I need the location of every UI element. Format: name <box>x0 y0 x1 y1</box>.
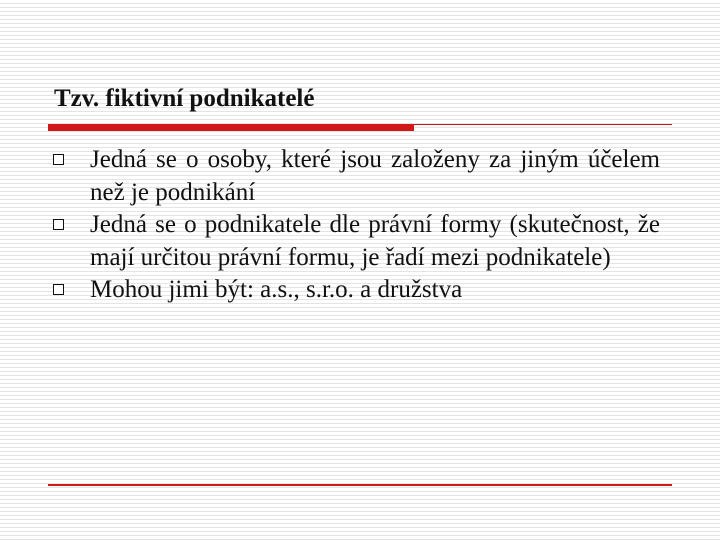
bullet-item <box>48 209 660 274</box>
bullet-text: Mohou jimi být: a.s., s.r.o. a družstva <box>90 276 463 303</box>
bullet-text: Jedná se o osoby, které jsou založeny za jiným účelem než je podnikání <box>90 146 660 206</box>
hollow-square-icon <box>53 154 64 165</box>
footer-rule <box>48 484 672 486</box>
slide-title: Tzv. fiktivní podnikatelé <box>54 85 315 112</box>
bullet-text: Jedná se o podnikatele dle právní formy (skutečnost, že mají určitou právní formu, je řadí mezi podnikatele) <box>90 211 660 271</box>
hollow-square-icon <box>53 219 64 230</box>
bullet-list <box>48 144 660 307</box>
title-underline-accent <box>48 124 414 131</box>
hollow-square-icon <box>53 284 64 295</box>
bullet-item <box>48 274 660 307</box>
bullet-item <box>48 144 660 209</box>
